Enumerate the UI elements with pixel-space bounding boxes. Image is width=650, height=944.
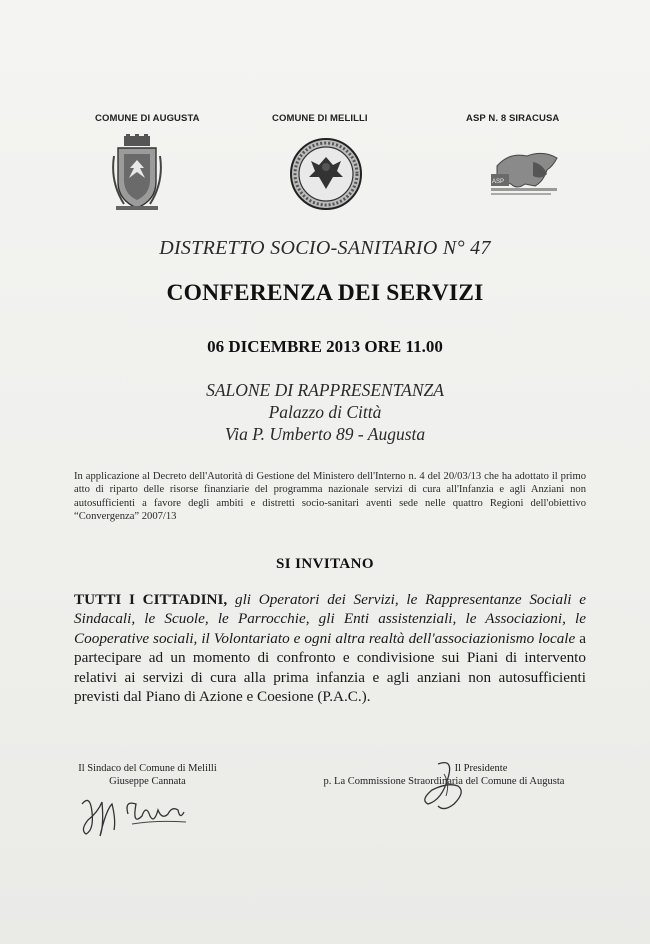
conference-title: CONFERENZA DEI SERVIZI bbox=[166, 280, 484, 306]
district-title: DISTRETTO SOCIO-SANITARIO N° 47 bbox=[159, 237, 491, 259]
venue-building: Palazzo di Città bbox=[268, 402, 382, 422]
intro-paragraph: In applicazione al Decreto dell'Autorità di Gestione del Ministero dell'Interno n. 4 del 20/03/13 che ha adottato il primo atto di riparto delle risorse finanziarie del programma nazionale servizi di cura all'Infanzia e agli Anziani non autosufficienti a favore degli ambiti e distretti socio-sanitari aventi sede nelle quattro Regioni dell'obiettivo “Convergenza” 2007/13 bbox=[74, 471, 586, 523]
left-handwritten-signature-icon bbox=[76, 790, 196, 840]
svg-text:ASP: ASP bbox=[492, 179, 505, 185]
venue-address: Via P. Umberto 89 - Augusta bbox=[224, 424, 426, 444]
left-signatory-name: Giuseppe Cannata bbox=[109, 776, 186, 787]
augusta-coat-of-arms-icon bbox=[110, 134, 164, 214]
left-signatory-title: Il Sindaco del Comune di Melilli bbox=[78, 763, 217, 774]
header-label-augusta: COMUNE DI AUGUSTA bbox=[95, 113, 200, 124]
invite-bold-text: TUTTI I CITTADINI, bbox=[74, 591, 228, 608]
invite-paragraph bbox=[74, 590, 586, 706]
header-label-melilli: COMUNE DI MELILLI bbox=[272, 113, 368, 124]
right-handwritten-signature-icon bbox=[414, 756, 484, 816]
invite-heading: SI INVITANO bbox=[276, 556, 374, 572]
venue-name: SALONE DI RAPPRESENTANZA bbox=[206, 380, 444, 400]
melilli-seal-icon bbox=[289, 137, 363, 211]
invite-plain-text: a partecipare ad un momento di confronto e condivisione sui Piani di intervento relativi ai servizi di cura alla prima infanzia e agli anziani non autosufficienti previsti dal Piano di Azione e Coesione (P.A.C.). bbox=[74, 629, 587, 706]
asp-siracusa-logo-icon bbox=[487, 144, 561, 206]
right-signatory-subtitle: p. La Commissione Straordinaria del Comune di Augusta bbox=[323, 776, 565, 787]
header-label-asp: ASP N. 8 SIRACUSA bbox=[466, 113, 560, 124]
invite-italic-text: gli Operatori dei Servizi, le Rappresentanze Sociali e Sindacali, le Scuole, le Parrocchie, gli Enti assistenziali, le Associazioni, le Cooperative sociali, il Volontariato e ogni altra realtà dell'associazionismo locale bbox=[74, 591, 586, 647]
event-date: 06 DICEMBRE 2013 ORE 11.00 bbox=[207, 337, 443, 356]
right-signatory-title: Il Presidente bbox=[454, 763, 508, 774]
left-signatory-block bbox=[60, 762, 235, 788]
